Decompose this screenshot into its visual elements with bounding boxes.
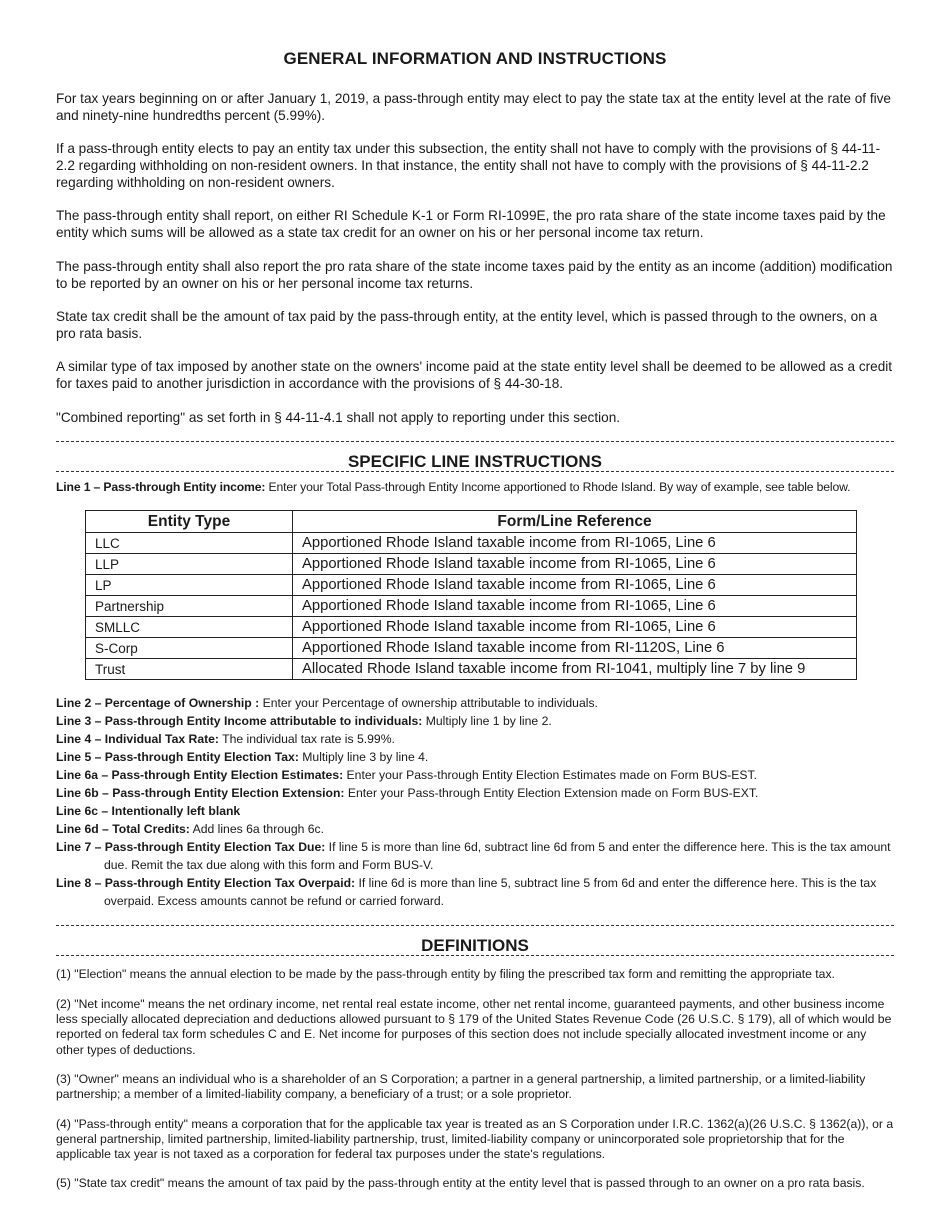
line-5-instruction [56,748,894,766]
definition-state-tax-credit: (5) "State tax credit" means the amount of tax paid by the pass-through entity at the entity level that is passed through to an owner on a pro rata basis. [56,1176,865,1190]
divider-dashed [56,925,894,926]
line-6d-instruction [56,820,894,838]
table-row [86,617,857,638]
line-3-instruction [56,712,894,730]
form-line-reference-cell: Apportioned Rhode Island taxable income from RI-1065, Line 6 [293,533,857,554]
line-label: Line 8 – Pass-through Entity Election Tax Overpaid: [56,876,356,890]
line-text: Enter your Percentage of ownership attributable to individuals. [259,696,598,710]
line-1-instruction [56,480,894,494]
line-8-instruction [56,874,894,910]
line-1-text: Enter your Total Pass-through Entity Income apportioned to Rhode Island. By way of example, see table below. [265,480,851,494]
line-1-label: Line 1 – Pass-through Entity income: [56,480,266,494]
definition-election: (1) "Election" means the annual election to be made by the pass-through entity by filing the prescribed tax form and remitting the appropriate tax. [56,967,835,981]
form-line-reference-cell: Apportioned Rhode Island taxable income from RI-1065, Line 6 [293,617,857,638]
definition-pass-through-entity: (4) "Pass-through entity" means a corporation that for the applicable tax year is treated as an S Corporation under I.R.C. 1362(a)(26 U.S.C. § 1362(a)), or a general partnership, limited partnership, limited-liability partnership, trust, limited-liability company or unincorporated sole proprietorship that for the applicable tax year is not taxed as a corporation for federal tax purposes under the state's regulations. [56,1117,894,1162]
general-paragraph-3: The pass-through entity shall report, on either RI Schedule K-1 or Form RI-1099E, the pro rata share of the state income taxes paid by the entity which sums will be allowed as a state tax credit for an owner on his or her personal income tax return. [56,208,886,240]
line-2-instruction [56,694,894,712]
table-row [86,659,857,680]
line-label: Line 6a – Pass-through Entity Election Estimates: [56,768,344,782]
divider-dashed [56,441,894,442]
entity-type-cell: LLP [86,554,293,575]
divider-dashed [56,471,894,472]
line-label: Line 4 – Individual Tax Rate: [56,732,219,746]
table-row [86,533,857,554]
table-row [86,554,857,575]
general-paragraph-4: The pass-through entity shall also report the pro rata share of the state income taxes paid by the entity as an income (addition) modification to be reported by an owner on his or her personal income tax returns. [56,259,893,291]
line-6b-instruction [56,784,894,802]
general-paragraph-1: For tax years beginning on or after January 1, 2019, a pass-through entity may elect to pay the state tax at the entity level at the rate of five and ninety-nine hundredths percent (5.99%). [56,91,891,123]
line-text: Add lines 6a through 6c. [189,822,325,836]
line-label: Line 7 – Pass-through Entity Election Tax Due: [56,840,326,854]
line-text: Multiply line 3 by line 4. [298,750,429,764]
definitions-title: DEFINITIONS [421,936,529,955]
line-4-instruction [56,730,894,748]
page-title: GENERAL INFORMATION AND INSTRUCTIONS [283,49,667,68]
entity-type-cell: LP [86,575,293,596]
line-text: Multiply line 1 by line 2. [422,714,552,728]
line-label: Line 6c – Intentionally left blank [56,804,241,818]
form-line-reference-cell: Allocated Rhode Island taxable income from RI-1041, multiply line 7 by line 9 [293,659,857,680]
entity-type-cell: Trust [86,659,293,680]
specific-line-instructions-title: SPECIFIC LINE INSTRUCTIONS [347,452,603,471]
table-header-row [86,511,857,533]
line-text: Enter your Pass-through Entity Election Estimates made on Form BUS-EST. [343,768,758,782]
line-instructions-list [56,694,894,910]
table-row [86,638,857,659]
definition-owner: (3) "Owner" means an individual who is a shareholder of an S Corporation; a partner in a general partnership, a limited partnership, or a limited-liability partnership; a member of a limited-liability company, a beneficiary of a trust; or a sole proprietor. [56,1072,866,1102]
line-6c-instruction [56,802,894,820]
line-text: If line 6d is more than line 5, subtract line 5 from 6d and enter the difference here. This is the tax overpaid. Excess amounts cannot be refund or carried forward. [104,876,877,908]
line-label: Line 6b – Pass-through Entity Election Extension: [56,786,345,800]
line-label: Line 2 – Percentage of Ownership : [56,696,260,710]
form-line-reference-cell: Apportioned Rhode Island taxable income from RI-1065, Line 6 [293,596,857,617]
line-7-instruction [56,838,894,874]
line-label: Line 3 – Pass-through Entity Income attributable to individuals: [56,714,423,728]
form-line-reference-cell: Apportioned Rhode Island taxable income from RI-1065, Line 6 [293,554,857,575]
table-row [86,575,857,596]
column-header-form-line-reference: Form/Line Reference [293,511,857,533]
form-line-reference-cell: Apportioned Rhode Island taxable income from RI-1065, Line 6 [293,575,857,596]
general-paragraph-5: State tax credit shall be the amount of tax paid by the pass-through entity, at the entity level, which is passed through to the owners, on a pro rata basis. [56,309,878,341]
entity-type-cell: Partnership [86,596,293,617]
general-paragraph-2: If a pass-through entity elects to pay an entity tax under this subsection, the entity shall not have to comply with the provisions of § 44-11-2.2 regarding withholding on non-resident owners. In that instance, the entity shall not have to comply with the provisions of § 44-11-2.2 regarding withholding on non-resident owners. [56,141,881,190]
line-text: The individual tax rate is 5.99%. [219,732,395,746]
general-paragraph-6: A similar type of tax imposed by another state on the owners' income paid at the state entity level shall be deemed to be allowed as a credit for taxes paid to another jurisdiction in accordance with the provisions of § 44-30-18. [56,359,893,391]
line-6a-instruction [56,766,894,784]
definition-net-income: (2) "Net income" means the net ordinary income, net rental real estate income, other net rental income, guaranteed payments, and other business income less specially allocated depreciation and deductions allowed pursuant to § 179 of the United States Revenue Code (26 U.S.C. § 179), all of which would be reported on federal tax form schedules C and E. Net income for purposes of this section does not include specially allocated investment income or any other types of deductions. [56,997,892,1057]
entity-type-cell: SMLLC [86,617,293,638]
line-text: Enter your Pass-through Entity Election Extension made on Form BUS-EXT. [344,786,759,800]
entity-type-cell: LLC [86,533,293,554]
divider-dashed [56,955,894,956]
column-header-entity-type: Entity Type [86,511,293,533]
entity-type-cell: S-Corp [86,638,293,659]
general-paragraph-7: "Combined reporting" as set forth in § 44-11-4.1 shall not apply to reporting under this section. [56,410,621,425]
table-row [86,596,857,617]
line-label: Line 6d – Total Credits: [56,822,190,836]
line-label: Line 5 – Pass-through Entity Election Tax: [56,750,299,764]
form-line-reference-cell: Apportioned Rhode Island taxable income from RI-1120S, Line 6 [293,638,857,659]
entity-reference-table [85,510,857,680]
line-text: If line 5 is more than line 6d, subtract line 6d from 5 and enter the difference here. This is the tax amount due. Remit the tax due along with this form and Form BUS-V. [104,840,891,872]
